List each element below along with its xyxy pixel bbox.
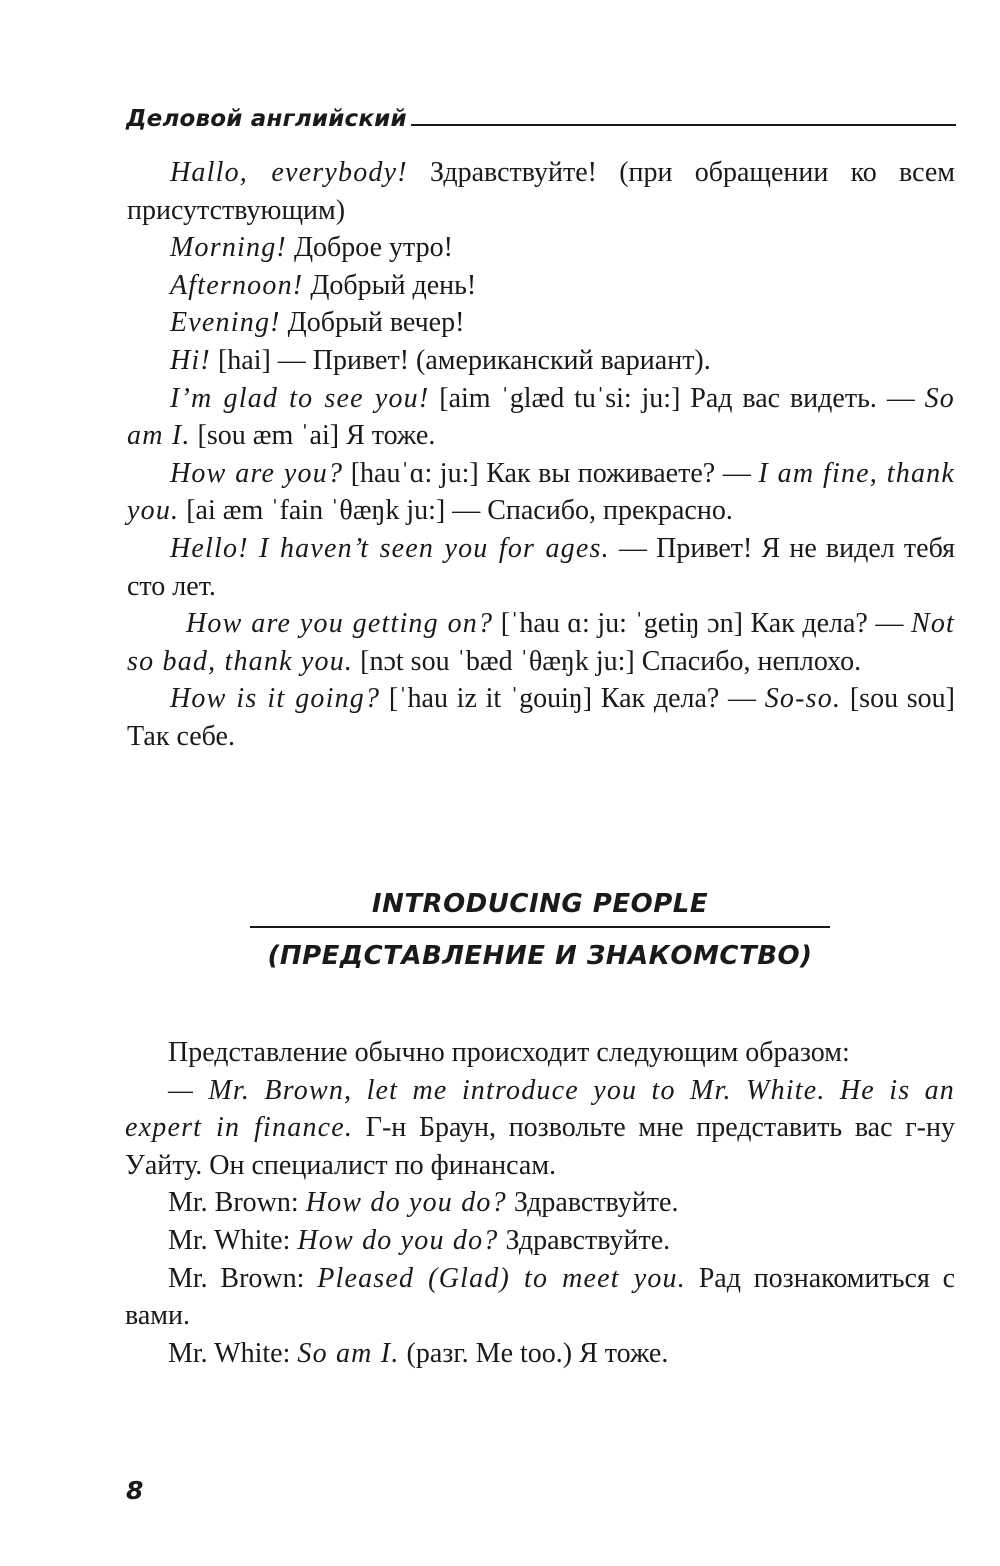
page-number: 8 (126, 1476, 144, 1505)
phrase-paragraph (127, 304, 955, 342)
phrase-paragraph (127, 605, 955, 680)
phrase-paragraph (127, 267, 955, 305)
english-phrase: How are you? (170, 457, 344, 489)
running-head-rule (411, 124, 956, 126)
russian-translation: Здравствуйте! (при обращении ко всем присутствующим) (127, 157, 955, 226)
running-head (126, 98, 956, 132)
russian-translation: — Привет! Я не видел тебя сто лет. (127, 532, 956, 602)
english-phrase: Hello! I haven’t seen you for ages. (170, 532, 610, 564)
running-head-title: Деловой английский (126, 106, 407, 132)
phrase-paragraph (127, 530, 955, 605)
russian-translation: Добрый вечер! (280, 307, 465, 339)
russian-translation: Добрый день! (303, 269, 477, 301)
phrase-paragraph (127, 680, 955, 755)
english-phrase: Hallo, everybody! (170, 157, 408, 188)
phrase-paragraph (127, 380, 955, 455)
english-reply: I am fine, thank you. (127, 457, 955, 527)
english-reply: So-so. (764, 683, 842, 715)
russian-translation: Рад познакомиться с вами. (125, 1262, 956, 1332)
intro-paragraph: Представление обычно происходит следующим образом: (168, 1037, 850, 1068)
introduction-dialogue (125, 1034, 955, 1372)
dialogue-line (125, 1184, 955, 1222)
english-phrase: Evening! (170, 307, 281, 339)
russian-translation: Г-н Браун, позвольте мне представить вас г-ну Уайту. Он специалист по финансам. (125, 1112, 955, 1181)
russian-translation: [hai] — Привет! (американский вариант). (210, 344, 711, 376)
speaker-label: Mr. White: (168, 1224, 298, 1256)
phrase-paragraph (127, 229, 955, 267)
dialogue-line (125, 1335, 955, 1373)
russian-translation: (разг. Me too.) Я тоже. (399, 1337, 669, 1369)
english-phrase: How do you do? (297, 1224, 499, 1256)
english-reply: Not so bad, thank you. (127, 608, 956, 677)
russian-translation: Здравствуйте. (506, 1187, 679, 1219)
speaker-label: Mr. White: (168, 1337, 298, 1369)
russian-translation: Здравствуйте. (498, 1224, 671, 1256)
speaker-label: Mr. Brown: (168, 1262, 318, 1294)
english-phrase: How are you getting on? (186, 608, 494, 640)
russian-translation: [sou sou] Так себе. (127, 683, 955, 752)
russian-translation: [ai æm ˈfain ˈθæŋk ju:] — Спасибо, прекрасно. (179, 495, 733, 527)
russian-translation: [ˈhau ɑ: ju: ˈgetiŋ ɔn] Как дела? — (493, 608, 911, 640)
russian-translation: [sou æm ˈai] Я тоже. (190, 420, 436, 452)
russian-translation: Доброе утро! (286, 232, 453, 264)
english-phrase: How do you do? (305, 1187, 507, 1219)
dialogue-line (125, 1260, 955, 1335)
russian-translation: [aim ˈglæd tuˈsi: ju:] Рад вас видеть. — (429, 382, 925, 414)
phrase-paragraph (127, 455, 955, 530)
russian-translation: [hauˈɑ: ju:] Как вы поживаете? — (343, 457, 759, 489)
russian-translation: [ˈhau iz it ˈgouiŋ] Как дела? — (380, 683, 765, 715)
speaker-label: Mr. Brown: (168, 1187, 306, 1219)
english-phrase: Hi! (170, 344, 211, 376)
english-phrase: How is it going? (170, 683, 381, 715)
english-phrase: So am I. (297, 1337, 400, 1369)
english-reply: So am I. (127, 382, 955, 452)
phrase-list (127, 154, 955, 756)
section-heading (250, 884, 830, 976)
section-heading-english: INTRODUCING PEOPLE (250, 884, 830, 928)
english-phrase: — Mr. Brown, let me introduce you to Mr. White. He is an expert in finance. (125, 1074, 955, 1144)
dialogue-line (125, 1072, 955, 1185)
russian-translation: [nɔt sou ˈbæd ˈθæŋk ju:] Спасибо, неплохо. (353, 645, 862, 677)
section-heading-russian: (ПРЕДСТАВЛЕНИЕ И ЗНАКОМСТВО) (267, 941, 813, 971)
english-phrase: I’m glad to see you! (170, 382, 430, 414)
english-phrase: Afternoon! (170, 269, 304, 301)
dialogue-line (125, 1222, 955, 1260)
english-phrase: Morning! (170, 232, 287, 264)
phrase-paragraph (127, 342, 955, 380)
phrase-paragraph (127, 154, 955, 229)
english-phrase: Pleased (Glad) to meet you. (317, 1262, 686, 1294)
